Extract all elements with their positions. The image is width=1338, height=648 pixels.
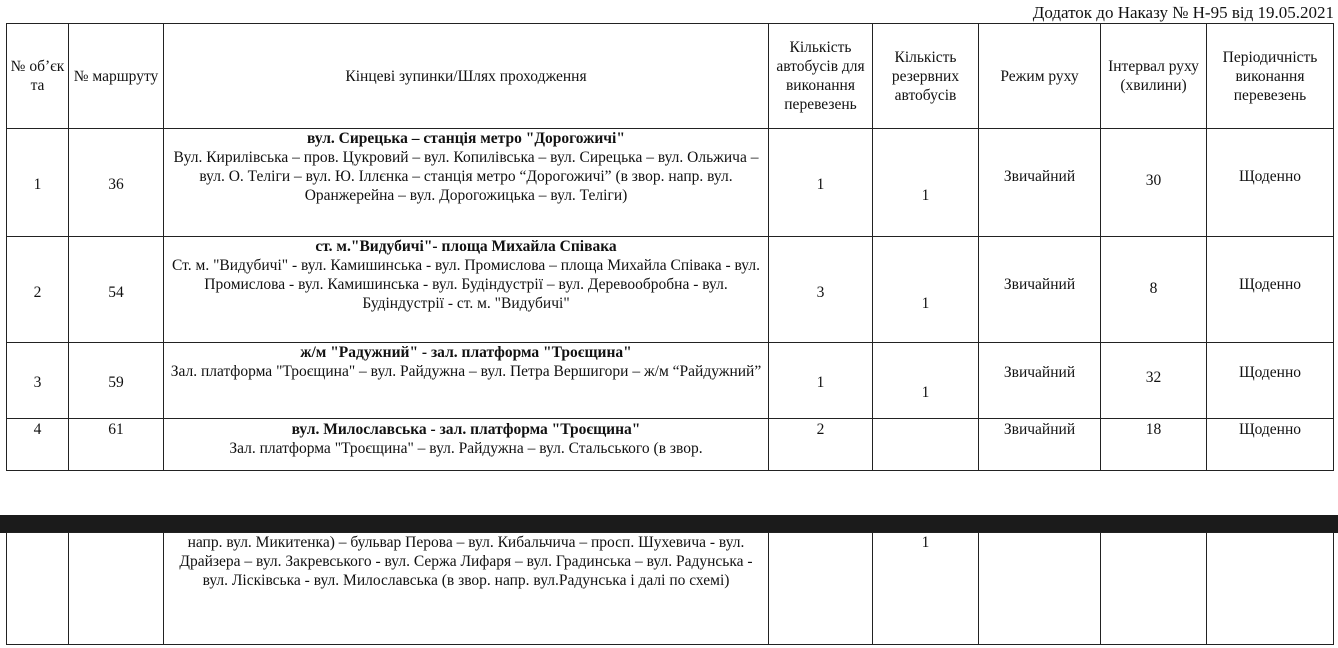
route-title: вул. Сирецька – станція метро "Дорогожичі" xyxy=(307,130,625,147)
interval-minutes: 8 xyxy=(1101,237,1207,343)
traffic-mode: Звичайний xyxy=(979,419,1101,471)
header-buses-count: Кількість автобусів для виконання перевезень xyxy=(769,24,873,129)
buses-count: 3 xyxy=(769,237,873,343)
periodicity: Щоденно xyxy=(1207,419,1334,471)
route-path-continuation: напр. вул. Микитенка) – бульвар Перова – вул. Кибальчича – просп. Шухевича - вул. Драйзера – вул. Закревського - вул. Сержа Лифаря – вул. Градинська – вул. Радунська - вул. Лісківська - вул. Милославська (в звор. напр. вул.Радунська і далі по схемі) xyxy=(164,533,769,645)
route-description xyxy=(164,343,769,419)
traffic-mode xyxy=(979,533,1101,645)
route-description xyxy=(164,237,769,343)
routes-table-continuation xyxy=(6,532,1334,645)
reserve-buses: 1 xyxy=(873,237,979,343)
reserve-buses: 1 xyxy=(873,343,979,419)
table-header-row xyxy=(7,24,1334,129)
table-row xyxy=(7,129,1334,237)
route-number: 61 xyxy=(69,419,164,471)
route-title: ж/м "Радужний" - зал. платформа "Троєщина" xyxy=(300,344,632,361)
route-description xyxy=(164,419,769,471)
route-number xyxy=(69,533,164,645)
route-number: 36 xyxy=(69,129,164,237)
routes-table xyxy=(6,23,1334,471)
buses-count: 2 xyxy=(769,419,873,471)
route-description xyxy=(164,129,769,237)
header-route-number: № маршруту xyxy=(69,24,164,129)
route-path: Зал. платформа "Троєщина" – вул. Райдужна – вул. Петра Вершигори – ж/м “Райдужний” xyxy=(170,363,762,380)
header-interval: Інтервал руху (хвилини) xyxy=(1101,24,1207,129)
buses-count: 1 xyxy=(769,129,873,237)
periodicity xyxy=(1207,533,1334,645)
buses-count xyxy=(769,533,873,645)
header-object-number: № об’єк та xyxy=(7,24,69,129)
periodicity: Щоденно xyxy=(1207,343,1334,419)
page-break-band xyxy=(0,515,1338,533)
route-title: ст. м."Видубичі"- площа Михайла Співака xyxy=(315,238,617,255)
interval-minutes xyxy=(1101,533,1207,645)
route-path: Зал. платформа "Троєщина" – вул. Райдужна – вул. Стальського (в звор. xyxy=(229,440,703,457)
reserve-buses: 1 xyxy=(873,533,979,645)
reserve-buses: 1 xyxy=(873,129,979,237)
interval-minutes: 30 xyxy=(1101,129,1207,237)
object-number xyxy=(7,533,69,645)
route-number: 59 xyxy=(69,343,164,419)
header-traffic-mode: Режим руху xyxy=(979,24,1101,129)
buses-count: 1 xyxy=(769,343,873,419)
header-route-path: Кінцеві зупинки/Шлях проходження xyxy=(164,24,769,129)
route-title: вул. Милославська - зал. платформа "Троєщина" xyxy=(291,421,641,438)
periodicity: Щоденно xyxy=(1207,129,1334,237)
header-reserve-buses: Кількість резервних автобусів xyxy=(873,24,979,129)
route-path: Ст. м. "Видубичі" - вул. Камишинська - вул. Промислова – площа Михайла Співака - вул. Промислова - вул. Камишинська - вул. Будіндустрії – вул. Деревообробна - вул. Будіндустрії - ст. м. "Видубичі" xyxy=(172,257,760,312)
table-row xyxy=(7,237,1334,343)
table-row-continuation xyxy=(7,533,1334,645)
table-row xyxy=(7,419,1334,471)
object-number: 2 xyxy=(7,237,69,343)
document-header-note: Додаток до Наказу № Н-95 від 19.05.2021 xyxy=(1032,3,1334,22)
route-number: 54 xyxy=(69,237,164,343)
periodicity: Щоденно xyxy=(1207,237,1334,343)
object-number: 1 xyxy=(7,129,69,237)
reserve-buses xyxy=(873,419,979,471)
object-number: 4 xyxy=(7,419,69,471)
object-number: 3 xyxy=(7,343,69,419)
table-row xyxy=(7,343,1334,419)
traffic-mode: Звичайний xyxy=(979,237,1101,343)
traffic-mode: Звичайний xyxy=(979,129,1101,237)
interval-minutes: 18 xyxy=(1101,419,1207,471)
interval-minutes: 32 xyxy=(1101,343,1207,419)
route-path: Вул. Кирилівська – пров. Цукровий – вул. Копилівська – вул. Сирецька – вул. Ольжича – вул. О. Теліги – вул. Ю. Іллєнка – станція метро “Дорогожичі” (в звор. напр. вул. Оранжерейна – вул. Дорогожицька – вул. Теліги) xyxy=(173,149,759,204)
header-periodicity: Періодичність виконання перевезень xyxy=(1207,24,1334,129)
traffic-mode: Звичайний xyxy=(979,343,1101,419)
